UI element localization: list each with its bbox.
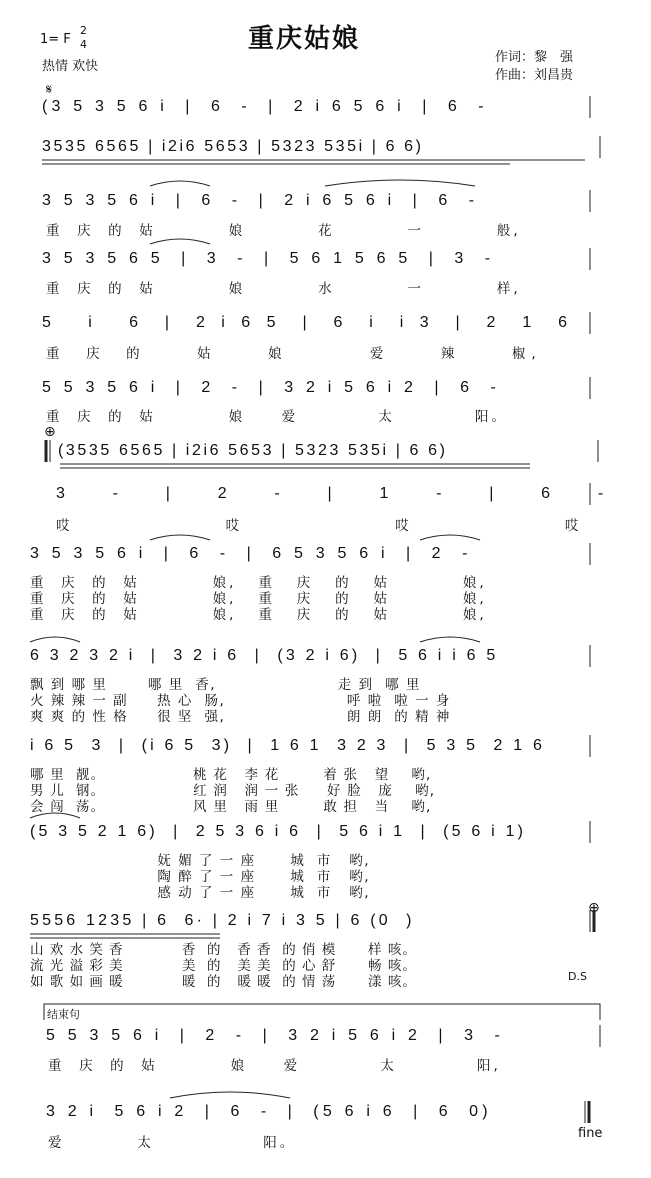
lyric-row-13b: 流 光 溢 彩 美 美 的 美 美 的 心 舒 畅 咳。 xyxy=(30,958,417,974)
notation-row-8: 3 - | 2 - | 1 - | 6 - xyxy=(56,485,610,502)
segno-mark: 𝄋 xyxy=(46,82,53,98)
lyric-row-6: 重 庆 的 姑 娘 爱 太 阳。 xyxy=(46,409,509,425)
lyric-row-4: 重 庆 的 姑 娘 水 一 样, xyxy=(46,281,521,297)
lyric-row-13a: 山 欢 水 笑 香 香 的 香 香 的 俏 模 样 咳。 xyxy=(30,942,417,958)
notation-row-1: (3 5 3 5 6 i | 6 - | 2 i 6 5 6 i | 6 - xyxy=(42,98,488,115)
lyricist-credit: 作词：黎 强 xyxy=(495,50,574,65)
lyric-row-11c: 会 闯 荡。 风 里 雨 里 敢 担 当 哟, xyxy=(30,799,432,815)
lyric-row-9a: 重 庆 的 姑 娘, 重 庆 的 姑 娘, xyxy=(30,575,487,591)
key-signature: 1= F xyxy=(40,32,71,47)
lyric-row-9b: 重 庆 的 姑 娘, 重 庆 的 姑 娘, xyxy=(30,591,487,607)
song-title: 重庆姑娘 xyxy=(248,24,361,54)
lyric-row-12b: 陶 醉 了 一 座 城 市 哟, xyxy=(30,869,371,885)
notation-row-4: 3 5 3 5 6 5 | 3 - | 5 6 1 5 6 5 | 3 - xyxy=(42,250,495,267)
fine-marking: fine xyxy=(578,1126,603,1141)
notation-row-15: 3 2 i 5 6 i 2 | 6 - | (5 6 i 6 | 6 0) xyxy=(46,1103,492,1120)
lyric-row-5: 重 庆 的 姑 娘 爱 辣 椒, xyxy=(46,346,542,362)
lyric-row-3: 重 庆 的 姑 娘 花 一 般, xyxy=(46,223,521,239)
notation-row-11: i 6 5 3 | (i 6 5 3) | 1 6 1 3 2 3 | 5 3 5 2 1 6 xyxy=(30,737,546,754)
notation-row-9: 3 5 3 5 6 i | 6 - | 6 5 3 5 6 i | 2 - xyxy=(30,545,472,562)
notation-row-6: 5 5 3 5 6 i | 2 - | 3 2 i 5 6 i 2 | 6 - xyxy=(42,379,500,396)
lyric-row-10b: 火 辣 辣 一 副 热 心 肠, 呼 啦 啦 一 身 xyxy=(30,693,451,709)
time-signature-top: 2 xyxy=(80,24,87,37)
notation-row-10: 6 3 2 3 2 i | 3 2 i 6 | (3 2 i 6) | 5 6 i i 6 5 xyxy=(30,647,499,664)
coda-mark: ⊕ xyxy=(44,424,56,440)
ds-marking: D.S xyxy=(568,970,587,983)
notation-row-7: (3535 6565 | i2i6 5653 | 5323 535i | 6 6) xyxy=(58,442,448,459)
lyric-row-8: 哎 哎 哎 哎 xyxy=(56,518,582,534)
ending-label: 结束句 xyxy=(47,1008,80,1021)
coda-mark-2: ⊕ xyxy=(588,900,600,916)
lyric-row-13c: 如 歌 如 画 暖 暖 的 暖 暖 的 情 荡 漾 咳。 xyxy=(30,974,417,990)
notation-row-13: 5556 1235 | 6 6· | 2 i 7 i 3 5 | 6 (0 ) xyxy=(30,912,415,929)
lyric-row-14: 重 庆 的 姑 娘 爱 太 阳, xyxy=(48,1058,501,1074)
notation-row-14: 5 5 3 5 6 i | 2 - | 3 2 i 5 6 i 2 | 3 - xyxy=(46,1027,504,1044)
lyric-row-12c: 感 动 了 一 座 城 市 哟, xyxy=(30,885,371,901)
notation-row-5: 5 i 6 | 2 i 6 5 | 6 i i 3 | 2 1 6 xyxy=(42,314,574,331)
tempo-marking: 热情 欢快 xyxy=(42,59,99,74)
lyric-row-11b: 男 儿 钢。 红 润 润 一 张 好 脸 庞 哟, xyxy=(30,783,436,799)
notation-row-12: (5 3 5 2 1 6) | 2 5 3 6 i 6 | 5 6 i 1 | (5 6 i 1) xyxy=(30,823,527,840)
lyric-row-10a: 飘 到 哪 里 哪 里 香, 走 到 哪 里 xyxy=(30,677,421,693)
notation-row-2: 3535 6565 | i2i6 5653 | 5323 535i | 6 6) xyxy=(42,138,424,155)
lyric-row-11a: 哪 里 靓。 桃 花 李 花 着 张 望 哟, xyxy=(30,767,432,783)
lyric-row-12a: 妩 媚 了 一 座 城 市 哟, xyxy=(30,853,371,869)
notation-row-3: 3 5 3 5 6 i | 6 - | 2 i 6 5 6 i | 6 - xyxy=(42,192,479,209)
lyric-row-10c: 爽 爽 的 性 格 很 坚 强, 朗 朗 的 精 神 xyxy=(30,709,451,725)
lyric-row-9c: 重 庆 的 姑 娘, 重 庆 的 姑 娘, xyxy=(30,607,487,623)
time-signature-bottom: 4 xyxy=(80,38,87,51)
composer-credit: 作曲：刘昌贵 xyxy=(495,68,574,83)
lyric-row-15: 爱 太 阳。 xyxy=(48,1135,297,1151)
